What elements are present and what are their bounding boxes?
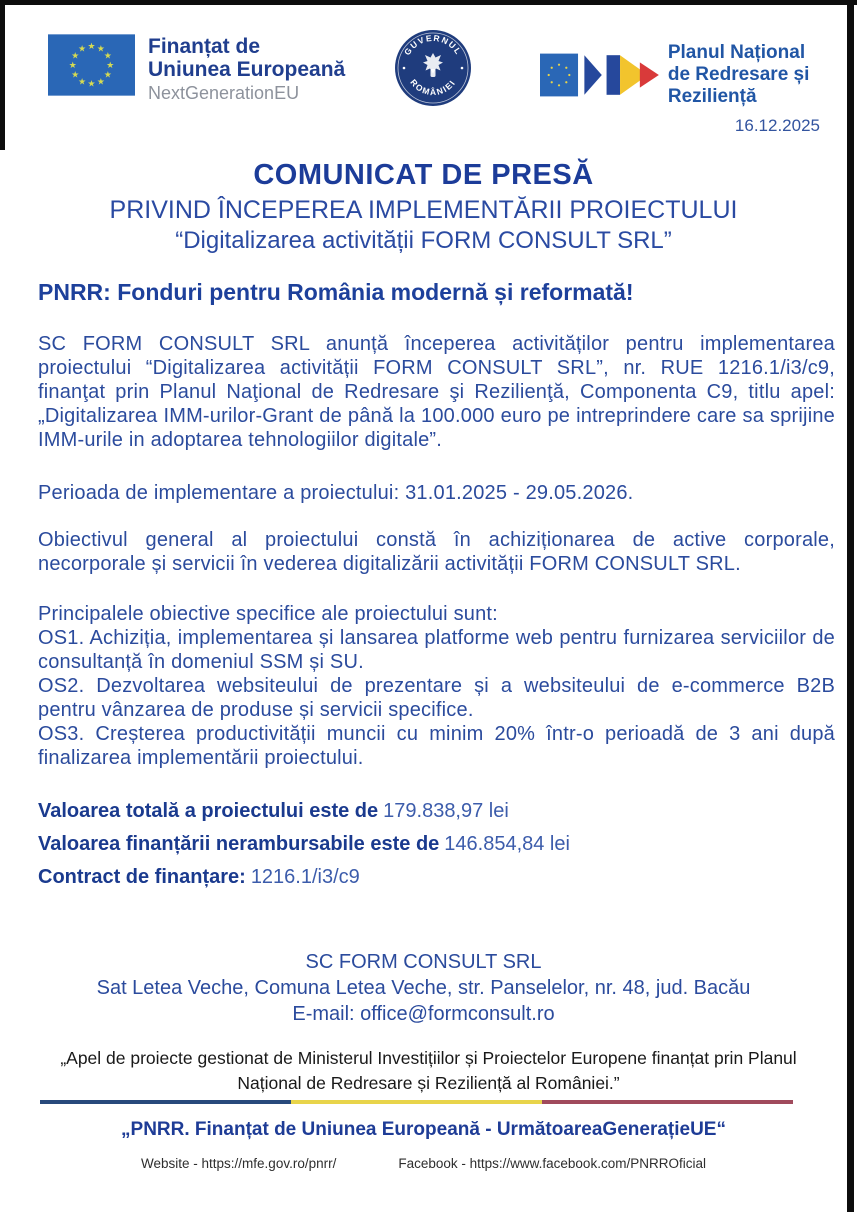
romanian-tricolor-divider (40, 1100, 793, 1104)
svg-text:★: ★ (87, 79, 96, 90)
pnrr-logo-text-line1: Planul Național (667, 42, 806, 63)
pnrr-arrows-icon (540, 45, 659, 105)
company-email[interactable]: E-mail: office@formconsult.ro (292, 1003, 555, 1025)
romanian-government-seal-icon (394, 29, 472, 112)
scan-border-top (0, 0, 857, 5)
pnrr-logo-text-line2: de Redresare și Reziliență (667, 64, 810, 107)
pnrr-funding-statement: „PNRR. Finanțat de Uniunea Europeană - UrmătoareaGenerațieUE“ (121, 1119, 726, 1140)
document-date: 16.12.2025 (734, 116, 820, 135)
website-link[interactable]: Website - https://mfe.gov.ro/pnrr/ (141, 1156, 337, 1171)
total-value-row (38, 799, 570, 823)
specific-objectives-block (38, 602, 835, 770)
objective-os3: OS3. Creșterea productivității muncii cu minim 20% într-o perioadă de 3 ani după finalizarea implementării proiectului. (38, 723, 835, 769)
pnrr-slogan-heading: PNRR: Fonduri pentru România modernă și reformată! (38, 279, 634, 305)
paragraph-project-announcement: SC FORM CONSULT SRL anunță începerea activităților pentru implementarea proiectului “Digitalizarea activității FORM CONSULT SRL”, nr. RUE 1216.1/i3/c9, finanţat prin Planul Naţional de Redresare şi Rezilienţă, Componenta C9, titlu apel: „Digitalizarea IMM-urilor-Grant de până la 100.000 euro pe intreprindere care sa sprijine IMM-urile in adoptarea tehnologiilor digitale”. (38, 333, 835, 451)
paragraph-general-objective: Obiectivul general al proiectului constă în achiziționarea de active corporale, necorporale și servicii în vederea digitalizării activității FORM CONSULT SRL. (38, 529, 835, 575)
seal-text-top: GUVERNUL (402, 32, 465, 57)
svg-text:★: ★ (71, 51, 80, 62)
svg-text:★: ★ (71, 70, 80, 81)
total-value-amount: 179.838,97 lei (383, 800, 509, 822)
press-release-subtitle-2: “Digitalizarea activității FORM CONSULT SRL” (175, 227, 672, 254)
svg-text:★: ★ (68, 60, 77, 71)
objective-os1: OS1. Achiziția, implementarea și lansarea platforme web pentru furnizarea serviciilor de consultanță în domeniul SSM și SU. (38, 627, 835, 673)
press-release-subtitle-1: PRIVIND ÎNCEPEREA IMPLEMENTĂRII PROIECTULUI (109, 196, 738, 224)
svg-text:★: ★ (78, 44, 87, 55)
pnrr-logo (540, 42, 857, 108)
ministry-disclaimer-quote: „Apel de proiecte gestionat de Ministerul Investițiilor și Proiectelor Europene finanțat prin Planul Național de Redresare și Reziliență al României.” (60, 1048, 797, 1093)
company-contact-block (0, 949, 847, 1027)
contract-row (38, 865, 570, 889)
contract-number: 1216.1/i3/c9 (250, 866, 360, 888)
eu-funding-logo (48, 33, 345, 104)
svg-text:★: ★ (103, 51, 112, 62)
svg-text:★: ★ (103, 70, 112, 81)
eu-flag-icon (48, 33, 135, 97)
scan-border-right (847, 0, 854, 1212)
grant-value-label: Valoarea finanțării nerambursabile este de (38, 833, 440, 855)
svg-text:★: ★ (78, 77, 87, 88)
scan-border-left (0, 0, 5, 150)
grant-value-amount: 146.854,84 lei (444, 833, 570, 855)
eu-logo-text-line2: Uniunea Europeană (148, 58, 346, 81)
objectives-intro: Principalele obiective specifice ale proiectului sunt: (38, 603, 498, 625)
seal-text-bottom: ROMÂNIEI (408, 77, 458, 98)
tricolor-yellow-segment (291, 1100, 542, 1104)
eu-logo-text-line3: NextGenerationEU (148, 83, 300, 103)
grant-value-row (38, 832, 570, 856)
total-value-label: Valoarea totală a proiectului este de (38, 800, 379, 822)
svg-text:★: ★ (96, 44, 105, 55)
project-values-block (38, 799, 570, 898)
svg-text:★: ★ (87, 42, 96, 53)
company-address: Sat Letea Veche, Comuna Letea Veche, str. Panselelor, nr. 48, jud. Bacău (96, 977, 751, 999)
facebook-link[interactable]: Facebook - https://www.facebook.com/PNRROficial (398, 1156, 706, 1171)
footer-links (0, 1156, 847, 1171)
objective-os2: OS2. Dezvoltarea websiteului de prezentare și a websiteului de e-commerce B2B pentru vânzarea de produse și servicii specifice. (38, 675, 835, 721)
svg-text:★: ★ (106, 60, 115, 71)
svg-text:★: ★ (96, 77, 105, 88)
eu-logo-text-line1: Finanțat de (148, 35, 261, 58)
tricolor-red-segment (542, 1100, 793, 1104)
company-name: SC FORM CONSULT SRL (305, 951, 542, 973)
contract-label: Contract de finanțare: (38, 866, 246, 888)
paragraph-implementation-period: Perioada de implementare a proiectului: 31.01.2025 - 29.05.2026. (38, 482, 634, 504)
tricolor-blue-segment (40, 1100, 291, 1104)
press-release-title: COMUNICAT DE PRESĂ (253, 159, 594, 191)
